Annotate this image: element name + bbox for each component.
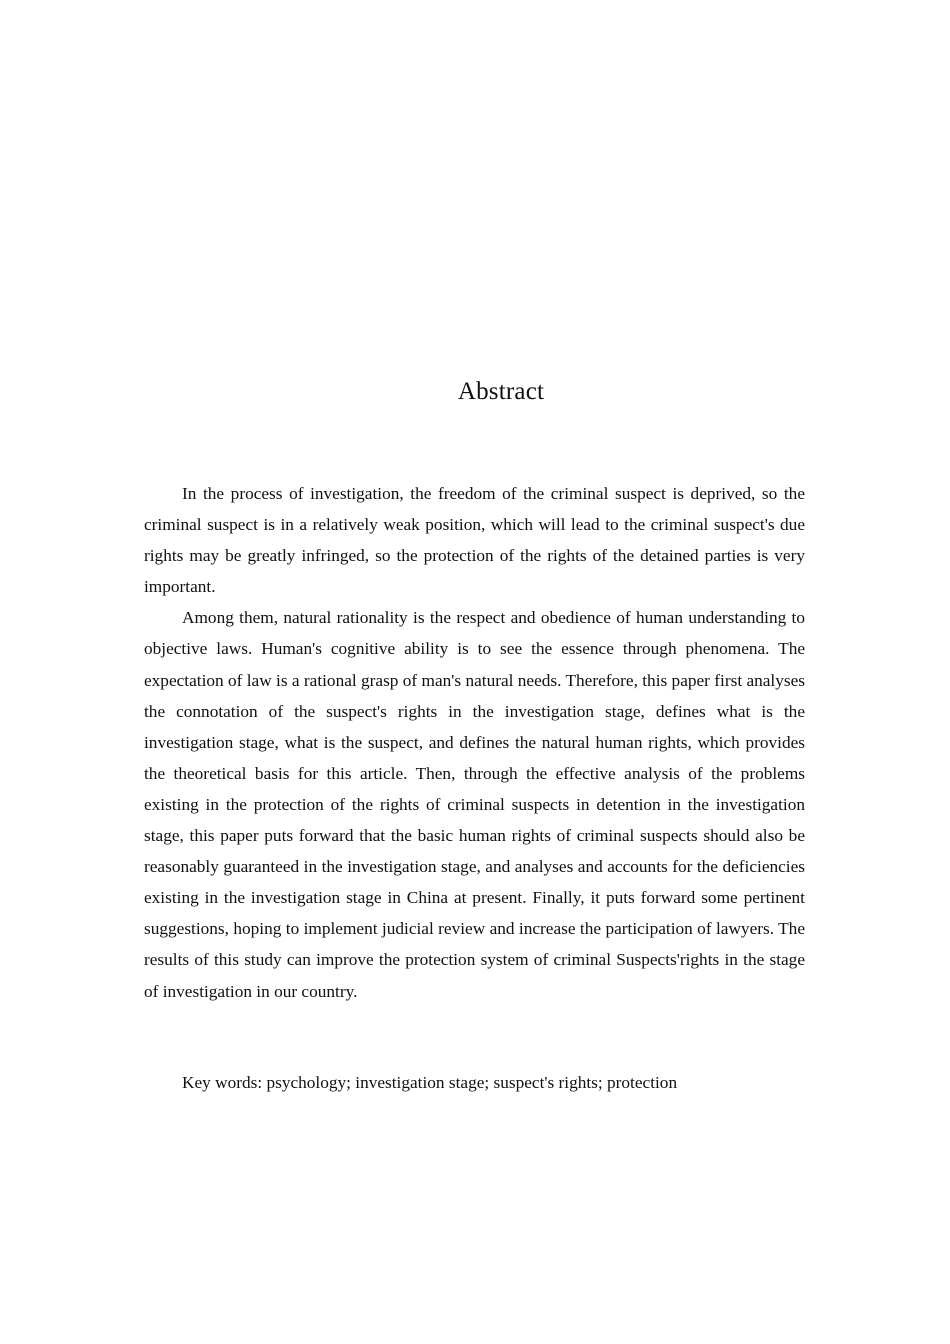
- abstract-paragraph-2: Among them, natural rationality is the respect and obedience of human understanding to objective laws. Human's cognitive ability is to see the essence through phenomena. The expectation of law is a rational grasp of man's natural needs. Therefore, this paper first analyses the connotation of the suspect's rights in the investigation stage, defines what is the investigation stage, what is the suspect, and defines the natural human rights, which provides the theoretical basis for this article. Then, through the effective analysis of the problems existing in the protection of the rights of criminal suspects in detention in the investigation stage, this paper puts forward that the basic human rights of criminal suspects should also be reasonably guaranteed in the investigation stage, and analyses and accounts for the deficiencies existing in the investigation stage in China at present. Finally, it puts forward some pertinent suggestions, hoping to implement judicial review and increase the participation of lawyers. The results of this study can improve the protection system of criminal Suspects'rights in the stage of investigation in our country.: [144, 608, 805, 1001]
- abstract-paragraph-1: In the process of investigation, the freedom of the criminal suspect is deprived, so the criminal suspect is in a relatively weak position, which will lead to the criminal suspect's due rights may be greatly infringed, so the protection of the rights of the detained parties is very important.: [144, 484, 805, 597]
- abstract-title: Abstract: [457, 378, 545, 405]
- keywords-line: Key words: psychology; investigation stage; suspect's rights; protection: [182, 1073, 678, 1092]
- abstract-body: [144, 478, 805, 1007]
